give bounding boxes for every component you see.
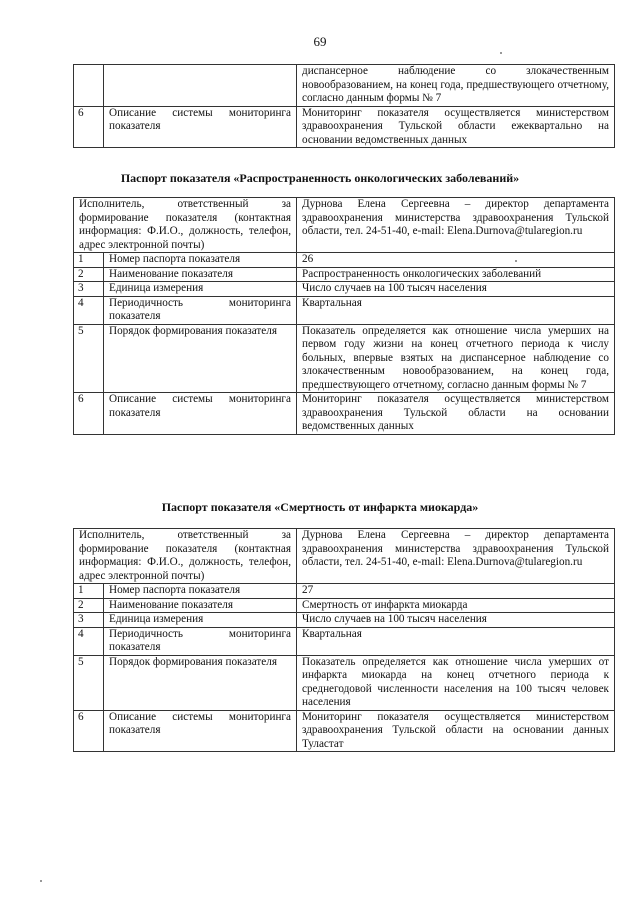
row-number-cell: 3 <box>74 613 104 628</box>
row-number-cell: 6 <box>74 710 104 752</box>
row-label-cell: Наименование показателя <box>104 598 297 613</box>
table-row <box>74 710 615 752</box>
executor-value: Дурнова Елена Сергеевна – директор департамента здравоохранения министерства здравоохранения Тульской области, тел. 24-51-40, e-mail: Elena.Durnova@tularegion.ru <box>297 198 615 253</box>
scan-speck <box>500 52 502 54</box>
row-number-cell: 3 <box>74 282 104 297</box>
page-number: 69 <box>313 34 327 49</box>
row-number-cell: 4 <box>74 296 104 324</box>
passport-table <box>73 528 615 752</box>
table-row <box>74 106 615 148</box>
row-number-cell: 5 <box>74 655 104 710</box>
executor-row <box>74 529 615 584</box>
table-row <box>74 267 615 282</box>
row-label-cell: Периодичность мониторинга показателя <box>104 296 297 324</box>
row-label-cell: Описание системы мониторинга показателя <box>104 106 297 148</box>
row-number-cell: 5 <box>74 324 104 393</box>
row-value-cell: Показатель определяется как отношение числа умерших от инфаркта миокарда на конец отчетного периода к среднегодовой численности населения на 100 тысяч человек населения <box>297 655 615 710</box>
row-number-cell: 2 <box>74 598 104 613</box>
row-value-cell: Мониторинг показателя осуществляется министерством здравоохранения Тульской области ежеквартально на основании ведомственных данных <box>297 106 615 148</box>
table-row <box>74 598 615 613</box>
row-value-cell: диспансерное наблюдение со злокачественным новообразованием, на конец года, предшествующего отчетному, согласно данным формы № 7 <box>297 65 615 107</box>
row-label-cell <box>104 65 297 107</box>
table-row <box>74 282 615 297</box>
row-label-cell: Наименование показателя <box>104 267 297 282</box>
row-label-cell: Номер паспорта показателя <box>104 253 297 268</box>
row-label-cell: Периодичность мониторинга показателя <box>104 627 297 655</box>
row-number-cell <box>74 65 104 107</box>
table-row <box>74 296 615 324</box>
row-label-cell: Единица измерения <box>104 282 297 297</box>
row-number-cell: 1 <box>74 584 104 599</box>
row-value-cell: Показатель определяется как отношение числа умерших на первом году жизни на конец отчетного периода к числу больных, впервые взятых на диспансерное наблюдение со злокачественным новообразованием, на конец года, предшествующего отчетному, согласно данным формы № 7 <box>297 324 615 393</box>
row-value-cell: Мониторинг показателя осуществляется министерством здравоохранения Тульской области на основании данных Туластат <box>297 710 615 752</box>
executor-row <box>74 198 615 253</box>
row-value-cell: Мониторинг показателя осуществляется министерством здравоохранения Тульской области на основании ведомственных данных <box>297 393 615 435</box>
table-row <box>74 655 615 710</box>
scan-speck <box>515 260 517 262</box>
row-number-cell: 1 <box>74 253 104 268</box>
table-row <box>74 627 615 655</box>
row-value-cell: Число случаев на 100 тысяч населения <box>297 613 615 628</box>
row-label-cell: Порядок формирования показателя <box>104 324 297 393</box>
row-label-cell: Описание системы мониторинга показателя <box>104 710 297 752</box>
executor-value: Дурнова Елена Сергеевна – директор департамента здравоохранения министерства здравоохранения Тульской области, тел. 24-51-40, e-mail: Elena.Durnova@tularegion.ru <box>297 529 615 584</box>
row-label-cell: Описание системы мониторинга показателя <box>104 393 297 435</box>
row-label-cell: Порядок формирования показателя <box>104 655 297 710</box>
row-value-cell: Квартальная <box>297 296 615 324</box>
row-number-cell: 4 <box>74 627 104 655</box>
row-label-cell: Единица измерения <box>104 613 297 628</box>
row-value-cell: Смертность от инфаркта миокарда <box>297 598 615 613</box>
row-number-cell: 2 <box>74 267 104 282</box>
executor-label: Исполнитель, ответственный за формирование показателя (контактная информация: Ф.И.О., должность, телефон, адрес электронной почты) <box>74 529 297 584</box>
row-value-cell: 27 <box>297 584 615 599</box>
executor-label: Исполнитель, ответственный за формирование показателя (контактная информация: Ф.И.О., должность, телефон, адрес электронной почты) <box>74 198 297 253</box>
row-value-cell: 26 <box>297 253 615 268</box>
table-row <box>74 253 615 268</box>
row-value-cell: Распространенность онкологических заболеваний <box>297 267 615 282</box>
table-row <box>74 65 615 107</box>
table-row <box>74 393 615 435</box>
table-row <box>74 584 615 599</box>
table-row <box>74 324 615 393</box>
continuation-table <box>73 64 615 148</box>
table-row <box>74 613 615 628</box>
passport-table <box>73 197 615 435</box>
scan-speck <box>40 880 42 882</box>
row-number-cell: 6 <box>74 393 104 435</box>
row-number-cell: 6 <box>74 106 104 148</box>
passport-title: Паспорт показателя «Распространенность онкологических заболеваний» <box>120 171 520 185</box>
row-value-cell: Квартальная <box>297 627 615 655</box>
row-label-cell: Номер паспорта показателя <box>104 584 297 599</box>
row-value-cell: Число случаев на 100 тысяч населения <box>297 282 615 297</box>
passport-title: Паспорт показателя «Смертность от инфаркта миокарда» <box>161 500 479 514</box>
